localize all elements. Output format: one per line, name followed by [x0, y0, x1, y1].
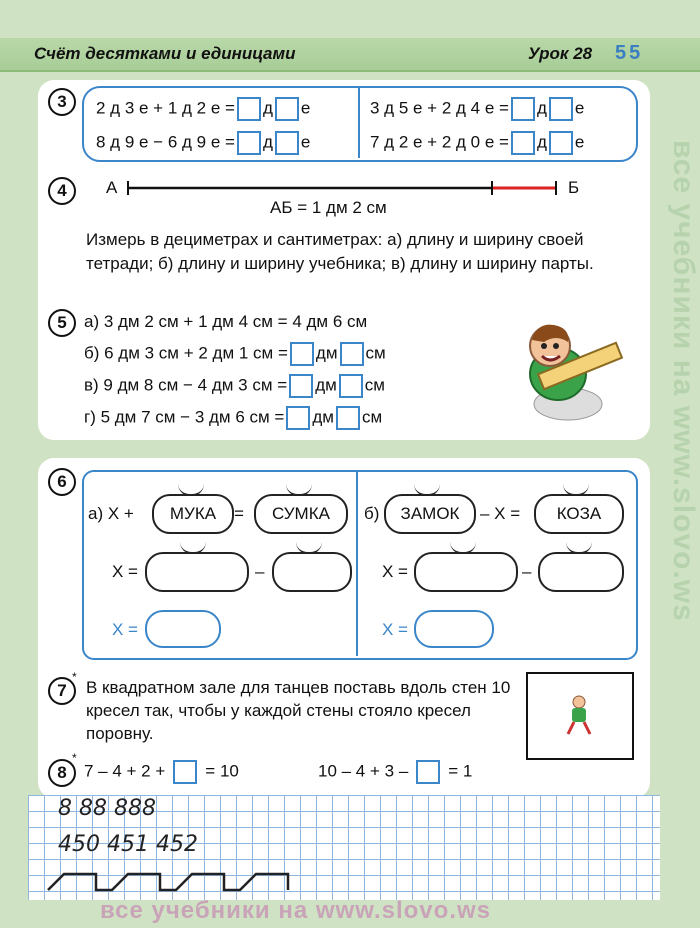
word-oval-zamok: ЗАМОК [384, 494, 476, 534]
exercise-3-divider [358, 88, 360, 158]
handwriting-row-2: 450 451 452 [58, 832, 198, 857]
ex5-line-v: в) 9 дм 8 см − 4 дм 3 см = дм см [84, 374, 385, 398]
answer-box[interactable] [416, 760, 440, 784]
lesson-header [0, 38, 700, 72]
answer-box[interactable] [511, 131, 535, 155]
ex6b-result-label: Х = [382, 620, 408, 639]
ex6a-x-equals: Х = [112, 562, 138, 581]
difficulty-star: * [72, 751, 77, 765]
segment-ab [126, 178, 568, 198]
ex6b-x-equals: Х = [382, 562, 408, 581]
answer-box[interactable] [549, 131, 573, 155]
page-number: 55 [615, 42, 644, 64]
exercise-7-number: 7 [48, 677, 76, 705]
ex6b-prefix: б) [364, 504, 380, 523]
difficulty-star: * [72, 670, 77, 684]
exercise-6-number: 6 [48, 468, 76, 496]
point-a-label: А [106, 178, 118, 197]
answer-oval[interactable] [414, 552, 518, 592]
answer-box[interactable] [275, 97, 299, 121]
word-oval-koza: КОЗА [534, 494, 624, 534]
ex8-equation-2: 10 – 4 + 3 – = 1 [318, 760, 472, 784]
ex3-row2-right: 7 д 2 е + 2 д 0 е = д е [370, 131, 584, 155]
handwriting-row-1: 8 88 888 [58, 796, 156, 821]
answer-oval[interactable] [145, 552, 249, 592]
ex8-equation-1: 7 – 4 + 2 + = 10 [84, 760, 239, 784]
exercise-5-number: 5 [48, 309, 76, 337]
answer-box[interactable] [511, 97, 535, 121]
watermark-vertical: все учебники на www.slovo.ws [667, 140, 700, 622]
answer-oval[interactable] [272, 552, 352, 592]
answer-box[interactable] [290, 342, 314, 366]
ex6a-result-label: Х = [112, 620, 138, 639]
answer-box[interactable] [286, 406, 310, 430]
ex3-row1-right: 3 д 5 е + 2 д 4 е = д е [370, 97, 584, 121]
ex5-line-b: б) 6 дм 3 см + 2 дм 1 см = дм см [84, 342, 386, 366]
exercise-8-number: 8 [48, 759, 76, 787]
answer-box[interactable] [237, 131, 261, 155]
word-oval-muka: МУКА [152, 494, 234, 534]
ex6a-minus: – [255, 562, 265, 581]
answer-box[interactable] [336, 406, 360, 430]
word-oval-sumka: СУМКА [254, 494, 348, 534]
answer-box[interactable] [339, 374, 363, 398]
answer-box[interactable] [275, 131, 299, 155]
ex4-task: Измерь в дециметрах и сантиметрах: а) длину и ширину своей тетради; б) длину и ширину учебника; в) длину и ширину парты. [86, 230, 594, 273]
lesson-number: Урок 28 [528, 44, 593, 63]
answer-box[interactable] [549, 97, 573, 121]
exercise-6-divider [356, 472, 358, 656]
exercise-4-number: 4 [48, 177, 76, 205]
ex6a-prefix: а) Х + [88, 504, 134, 523]
boy-with-ruler-illustration [508, 312, 628, 427]
exercise-3-number: 3 [48, 88, 76, 116]
lesson-title: Счёт десятками и единицами [34, 44, 296, 63]
ex6b-minus-x: – Х = [480, 504, 521, 523]
watermark-bottom: все учебники на www.slovo.ws [100, 897, 491, 924]
answer-box[interactable] [173, 760, 197, 784]
ex3-row1-left: 2 д 3 е + 1 д 2 е = д е [96, 97, 310, 121]
answer-box[interactable] [237, 97, 261, 121]
answer-box[interactable] [340, 342, 364, 366]
answer-oval[interactable] [145, 610, 221, 648]
answer-box[interactable] [289, 374, 313, 398]
ex7-task: В квадратном зале для танцев поставь вдоль стен 10 кресел так, чтобы у каждой стены стояло кресел поровну. [86, 678, 511, 743]
ex5-line-g: г) 5 дм 7 см − 3 дм 6 см = дм см [84, 406, 382, 430]
point-b-label: Б [568, 178, 580, 197]
answer-oval[interactable] [538, 552, 624, 592]
zigzag-pattern [44, 866, 304, 896]
segment-length: АБ = 1 дм 2 см [270, 198, 387, 217]
ex3-row2-left: 8 д 9 е − 6 д 9 е = д е [96, 131, 310, 155]
ex5-line-a: а) 3 дм 2 см + 1 дм 4 см = 4 дм 6 см [84, 312, 368, 331]
answer-oval[interactable] [414, 610, 494, 648]
ex6a-equals: = [234, 504, 244, 523]
dancer-illustration [562, 694, 596, 738]
ex6b-minus: – [522, 562, 532, 581]
